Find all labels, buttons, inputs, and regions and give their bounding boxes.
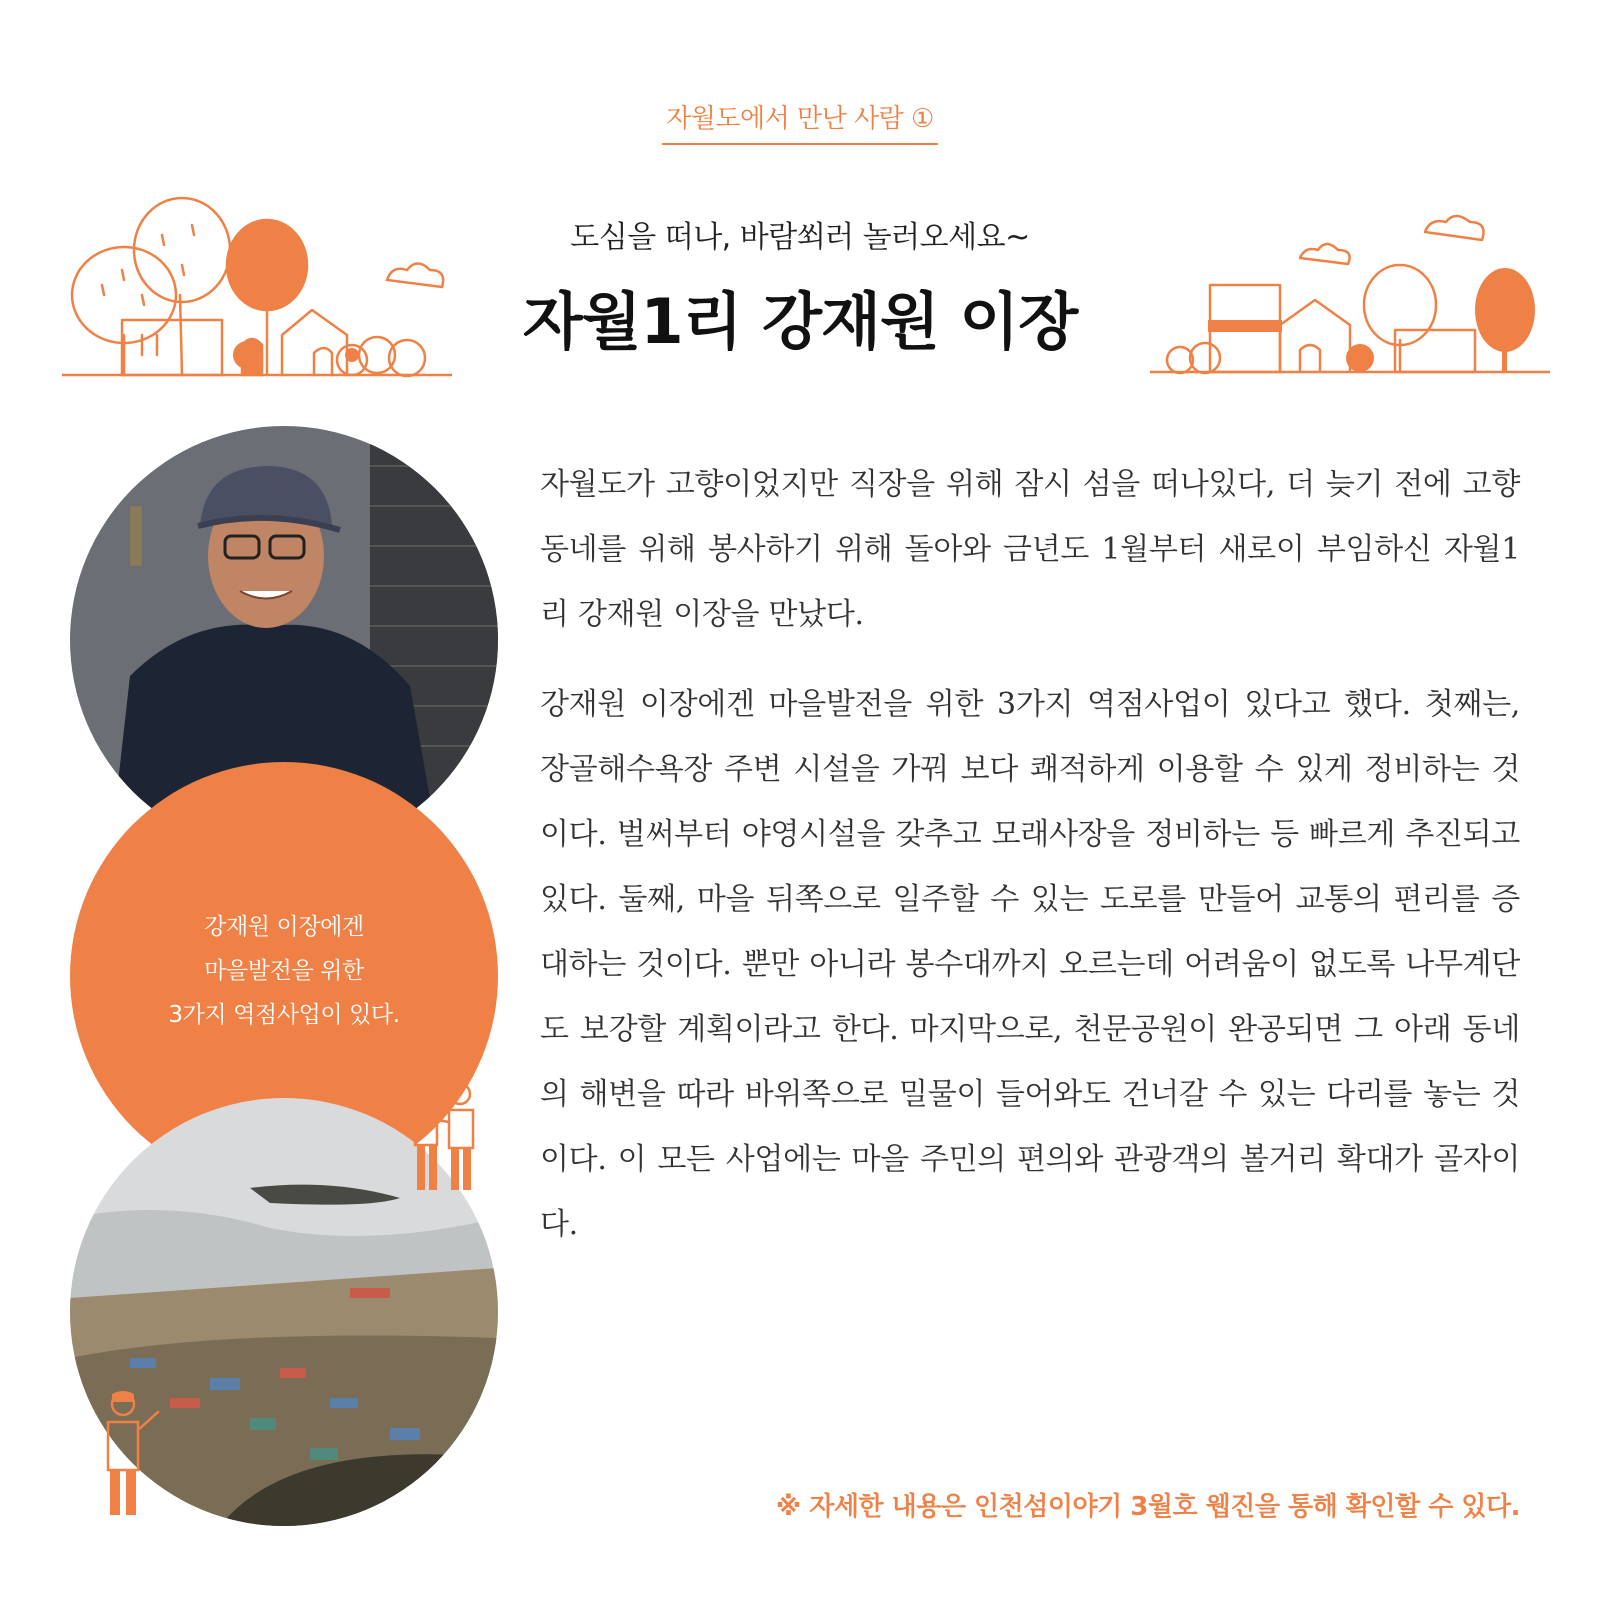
village-trees-illustration-left xyxy=(62,195,452,390)
series-label-text: 자월도에서 만난 사람 ① xyxy=(662,98,938,145)
quote-line: 강재원 이장에겐 xyxy=(204,914,364,940)
article-paragraph: 강재원 이장에겐 마을발전을 위한 3가지 역점사업이 있다고 했다. 첫째는, 장골해수욕장 주변 시설을 가꿔 보다 쾌적하게 이용할 수 있게 정비하는 것이다. 벌써부터 야영시설을 갖추고 모래사장을 정비하는 등 빠르게 추진되고 있다. 둘째, 마을 뒤쪽으로 일주할 수 있는 도로를 만들어 교통의 편리를 증대하는 것이다. 뿐만 아니라 봉수대까지 오르는데 어려움이 없도록 나무계단도 보강할 계획이라고 한다. 마지막으로, 천문공원이 완공되면 그 아래 동네의 해변을 따라 바위쪽으로 밀물이 들어와도 건너갈 수 있는 다리를 놓는 것이다. 이 모든 사업에는 마을 주민의 편의와 관광객의 볼거리 확대가 골자이다. xyxy=(540,687,1520,1242)
series-label xyxy=(0,98,1600,145)
child-illustration xyxy=(88,1390,168,1520)
article-paragraph: 자월도가 고향이었지만 직장을 위해 잠시 섬을 떠나있다, 더 늦기 전에 고향 동네를 위해 봉사하기 위해 돌아와 금년도 1월부터 새로이 부임하신 자월1리 강재원 이장을 만났다. xyxy=(540,467,1520,632)
footer-note: ※ 자세한 내용은 인천섬이야기 3월호 웹진을 통해 확인할 수 있다. xyxy=(775,1492,1520,1522)
page-subtitle: 도심을 떠나, 바람쐬러 놀러오세요~ xyxy=(570,220,1030,255)
quote-line: 3가지 역점사업이 있다. xyxy=(168,1002,400,1028)
couple-walking-illustration xyxy=(385,1080,495,1200)
quote-text xyxy=(168,905,399,1037)
village-houses-illustration-right xyxy=(1150,210,1550,390)
article-body xyxy=(540,452,1520,1282)
page-title: 자월1리 강재원 이장 xyxy=(522,285,1078,358)
quote-line: 마을발전을 위한 xyxy=(204,958,364,984)
